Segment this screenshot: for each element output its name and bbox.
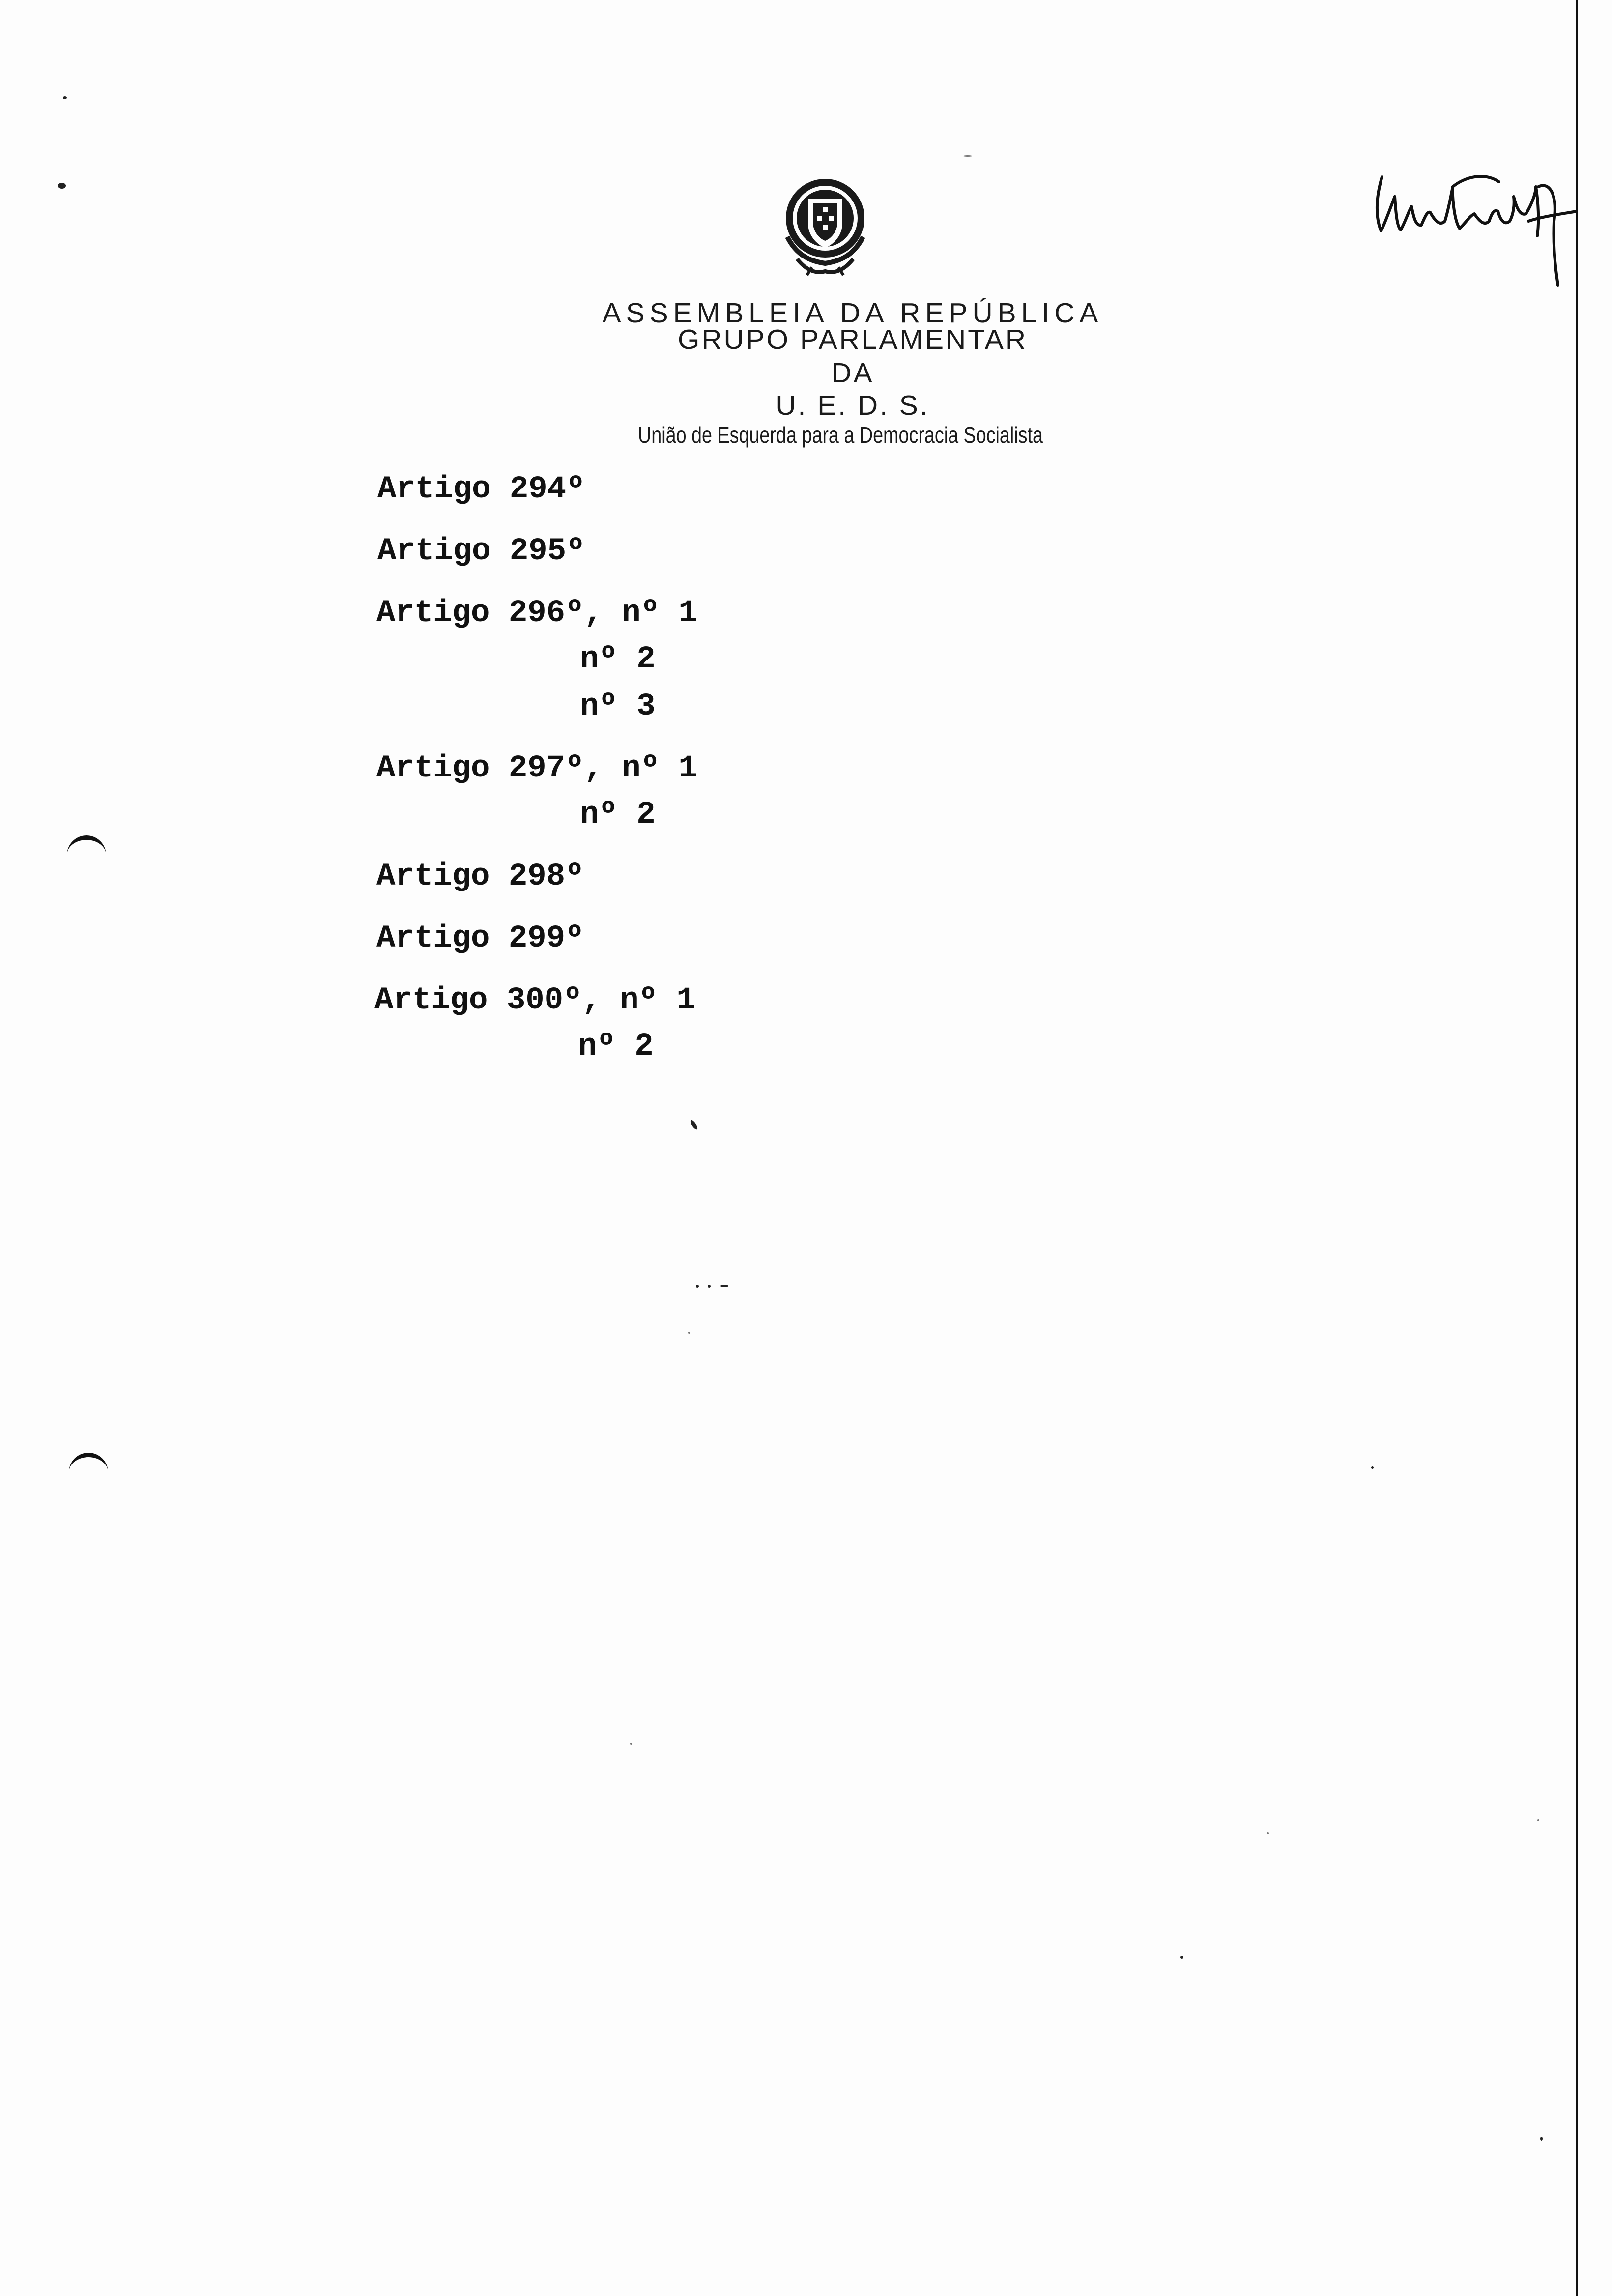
letterhead-group: GRUPO PARLAMENTAR xyxy=(678,324,1028,355)
article-subentry: nº 2 xyxy=(580,797,656,832)
article-entry: Artigo 299º xyxy=(376,921,584,956)
punch-hole-mark xyxy=(69,1453,108,1477)
punch-hole-mark xyxy=(67,835,106,860)
signature-icon xyxy=(1366,147,1578,295)
article-entry: Artigo 297º, nº 1 xyxy=(376,751,697,786)
scan-speck xyxy=(630,1743,632,1745)
scan-speck xyxy=(688,1332,690,1334)
article-entry: Artigo 295º xyxy=(377,534,585,569)
letterhead-assembly: ASSEMBLEIA DA REPÚBLICA xyxy=(602,297,1103,329)
article-subentry: nº 2 xyxy=(578,1029,654,1064)
article-entry: Artigo 296º, nº 1 xyxy=(376,596,697,631)
scan-speck xyxy=(1537,1819,1539,1821)
article-subentry: nº 2 xyxy=(580,642,656,677)
letterhead-da: DA xyxy=(831,357,874,389)
scan-speck xyxy=(708,1285,711,1288)
article-subentry: nº 3 xyxy=(580,689,656,724)
article-entry: Artigo 294º xyxy=(377,472,585,507)
scan-speck xyxy=(58,183,66,189)
article-entry: Artigo 298º xyxy=(376,859,584,894)
scan-speck xyxy=(1371,1466,1374,1469)
scan-speck xyxy=(63,96,67,99)
scan-speck xyxy=(1267,1832,1269,1834)
scan-speck xyxy=(689,1119,698,1131)
letterhead-party-fullname: União de Esquerda para a Democracia Socialista xyxy=(637,422,1043,448)
article-entry: Artigo 300º, nº 1 xyxy=(374,983,695,1018)
scan-speck xyxy=(963,155,972,157)
scan-speck xyxy=(720,1285,728,1287)
scan-speck xyxy=(1540,2137,1543,2141)
letterhead-party-acronym: U. E. D. S. xyxy=(776,390,930,421)
scan-speck xyxy=(696,1285,699,1288)
coat-of-arms-emblem-icon xyxy=(777,173,873,276)
scan-speck xyxy=(1180,1956,1183,1959)
